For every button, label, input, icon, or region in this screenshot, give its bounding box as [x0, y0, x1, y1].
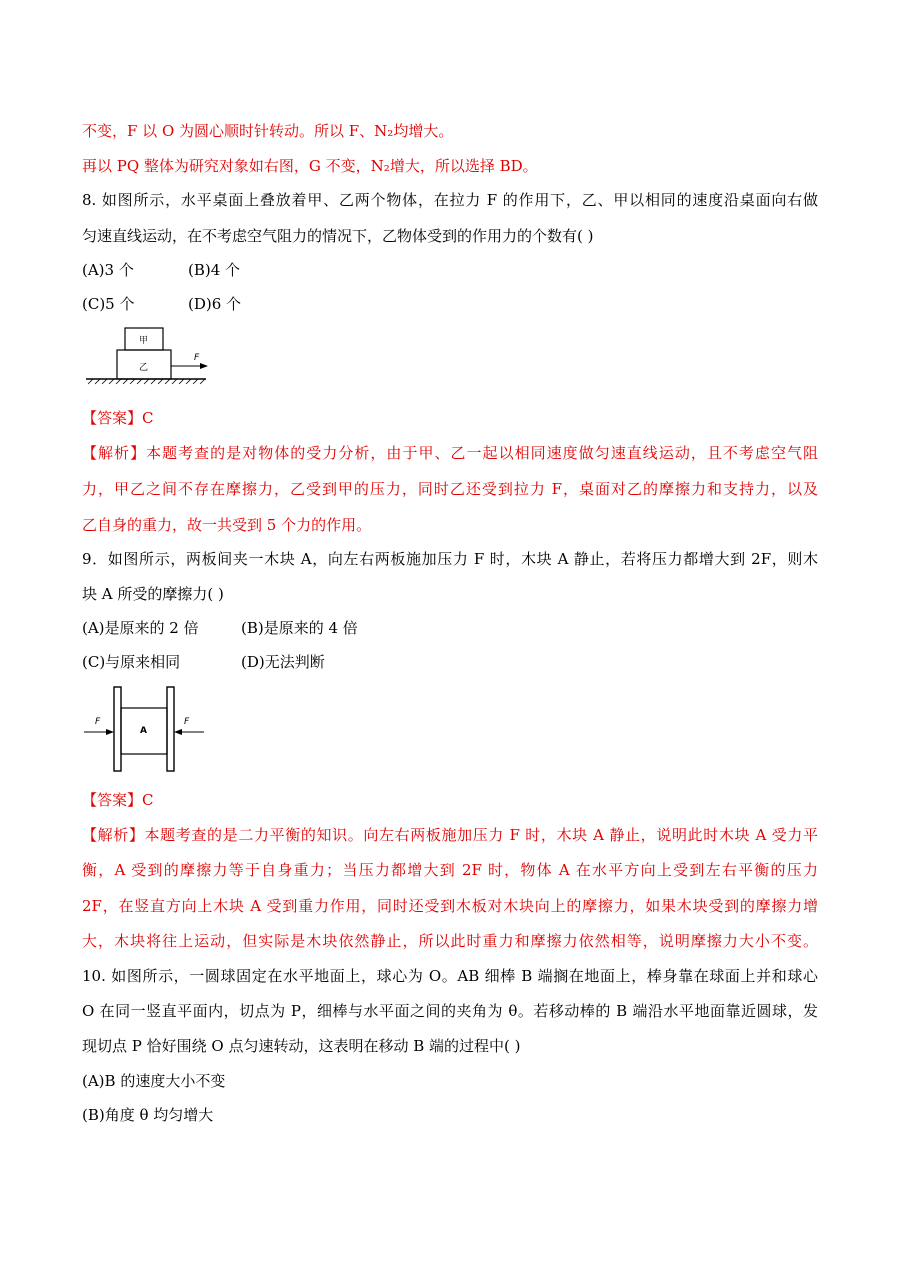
q9-left-force-label: F — [95, 717, 101, 727]
q9-stem-line-2: 块 A 所受的摩擦力( ) — [82, 585, 224, 603]
q9-analysis-line-2: 衡，A 受到的摩擦力等于自身重力；当压力都增大到 2F 时，物体 A 在水平方向上受到左右平衡的压力 — [82, 861, 818, 879]
q9-option-d: (D)无法判断 — [241, 653, 325, 671]
q9-right-force-arrowhead — [174, 729, 182, 735]
q9-option-c: (C)与原来相同 — [82, 653, 181, 671]
q9-option-a: (A)是原来的 2 倍 — [82, 619, 199, 637]
prev-solution-line-2: 再以 PQ 整体为研究对象如右图，G 不变，N₂增大，所以选择 BD。 — [82, 157, 538, 175]
q9-right-board — [167, 687, 174, 771]
q8-upper-block-label: 甲 — [139, 336, 149, 346]
q9-figure-clamped-block — [82, 684, 208, 774]
q10-option-a: (A)B 的速度大小不变 — [82, 1072, 226, 1090]
q9-left-force-arrowhead — [106, 729, 114, 735]
q10-stem-line-1: 10. 如图所示，一圆球固定在水平地面上，球心为 O。AB 细棒 B 端搁在地面上，棒身靠在球面上并和球心 — [82, 967, 818, 985]
q8-analysis-line-2: 力，甲乙之间不存在摩擦力，乙受到甲的压力，同时乙还受到拉力 F，桌面对乙的摩擦力和支持力，以及 — [82, 480, 818, 498]
q8-force-label: F — [194, 353, 200, 363]
q8-stem-line-1: 8. 如图所示，水平桌面上叠放着甲、乙两个物体，在拉力 F 的作用下，乙、甲以相同的速度沿桌面向右做 — [82, 191, 818, 209]
q8-option-a: (A)3 个 — [82, 261, 134, 279]
q10-option-b: (B)角度 θ 均匀增大 — [82, 1106, 214, 1124]
q10-stem-line-3: 现切点 P 恰好围绕 O 点匀速转动，这表明在移动 B 端的过程中( ) — [82, 1037, 521, 1055]
q10-stem-line-2: O 在同一竖直平面内，切点为 P，细棒与水平面之间的夹角为 θ。若移动棒的 B 端沿水平地面靠近圆球，发 — [82, 1002, 818, 1020]
prev-solution-line-1: 不变，F 以 O 为圆心顺时针转动。所以 F、N₂均增大。 — [82, 122, 454, 140]
q8-analysis-line-3: 乙自身的重力，故一共受到 5 个力的作用。 — [82, 516, 372, 534]
q9-analysis-line-3: 2F，在竖直方向上木块 A 受到重力作用，同时还受到木板对木块向上的摩擦力，如果木块受到的摩擦力增 — [82, 897, 818, 915]
q9-option-b: (B)是原来的 4 倍 — [241, 619, 358, 637]
q9-right-force-label: F — [184, 717, 190, 727]
q8-option-c: (C)5 个 — [82, 295, 135, 313]
q9-analysis-line-1: 【解析】本题考查的是二力平衡的知识。向左右两板施加压力 F 时，木块 A 静止，说明此时木块 A 受力平 — [82, 826, 818, 844]
q9-analysis-line-4: 大，木块将往上运动，但实际是木块依然静止，所以此时重力和摩擦力依然相等，说明摩擦力大小不变。 — [82, 932, 818, 950]
q9-left-board — [114, 687, 121, 771]
q8-option-d: (D)6 个 — [188, 295, 242, 313]
q9-block-label: A — [140, 726, 147, 736]
q8-lower-block-label: 乙 — [139, 363, 149, 373]
q8-answer: 【答案】C — [82, 409, 154, 427]
q8-stem-line-2: 匀速直线运动，在不考虑空气阻力的情况下，乙物体受到的作用力的个数有( ) — [82, 227, 594, 245]
q9-answer: 【答案】C — [82, 791, 154, 809]
q8-analysis-line-1: 【解析】本题考查的是对物体的受力分析，由于甲、乙一起以相同速度做匀速直线运动，且不考虑空气阻 — [82, 444, 818, 462]
q8-force-arrowhead — [200, 363, 208, 369]
q9-stem-line-1: 9．如图所示，两板间夹一木块 A，向左右两板施加压力 F 时，木块 A 静止，若将压力都增大到 2F，则木 — [82, 550, 818, 568]
q8-option-b: (B)4 个 — [188, 261, 241, 279]
q8-figure-stacked-blocks — [84, 326, 214, 386]
